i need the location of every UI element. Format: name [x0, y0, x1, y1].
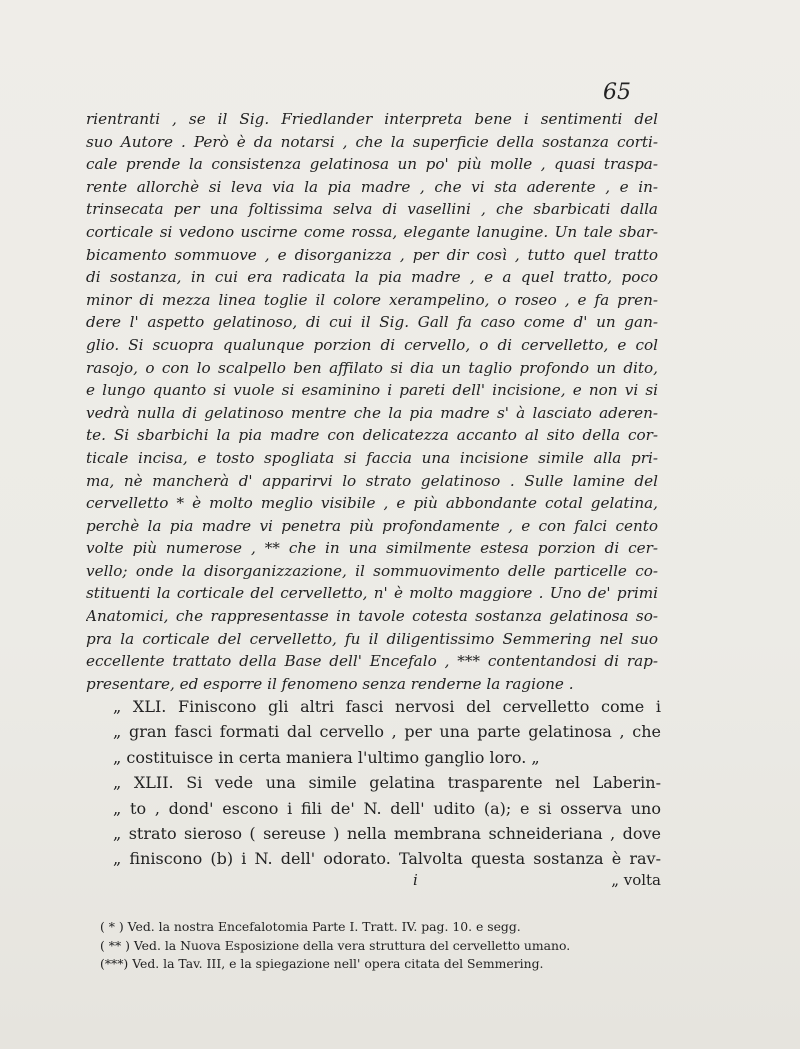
text-line: rasojo, o con lo scalpello ben affilato si dia un taglio profondo un dito,: [86, 358, 658, 377]
text-line: cale prende la consistenza gelatinosa un po' più molle , quasi traspa-: [86, 155, 658, 174]
text-line: „ gran fasci formati dal cervello , per una parte gelatinosa , che: [113, 722, 661, 742]
text-line: pra la corticale del cervelletto, fu il diligentissimo Semmering nel suo: [86, 629, 658, 648]
text-line: trinsecata per una foltissima selva di vasellini , che sbarbicati dalla: [86, 200, 658, 219]
text-line: eccellente trattato della Base dell' Encefalo , *** contentandosi di rap-: [86, 652, 658, 671]
text-line: „ XLII. Si vede una simile gelatina trasparente nel Laberin-: [113, 773, 661, 793]
text-line: presentare, ed esporre il fenomeno senza renderne la ragione .: [86, 674, 574, 693]
text-line: rente allorchè si leva via la pia madre , che vi sta aderente , e in-: [86, 177, 658, 196]
text-line: te. Si sbarbichi la pia madre con delicatezza accanto al sito della cor-: [86, 426, 658, 445]
page-number: 65: [603, 80, 631, 105]
text-line: stituenti la corticale del cervelletto, n' è molto maggiore . Uno de' primi: [86, 584, 658, 603]
text-line: rientranti , se il Sig. Friedlander interpreta bene i sentimenti del: [86, 110, 658, 128]
footnotes: [100, 918, 660, 974]
text-line: Anatomici, che rappresentasse in tavole cotesta sostanza gelatinosa so-: [86, 607, 658, 626]
text-line: „ strato sieroso ( sereuse ) nella membrana schneideriana , dove: [113, 823, 661, 843]
signature-mark: i: [413, 871, 418, 889]
footnote: ( ** ) Ved. la Nuova Esposizione della vera struttura del cervelletto umano.: [100, 937, 571, 953]
text-line: cervelletto * è molto meglio visibile , e più abbondante cotal gelatina,: [86, 494, 658, 513]
text-line: dere l' aspetto gelatinoso, di cui il Sig. Gall fa caso come d' un gan-: [86, 313, 658, 332]
text-line: perchè la pia madre vi penetra più profondamente , e con falci cento: [86, 516, 658, 535]
text-line: ticale incisa, e tosto spogliata si faccia una incisione simile alla pri-: [86, 448, 658, 467]
text-line: vedrà nulla di gelatinoso mentre che la pia madre s' à lasciato aderen-: [86, 403, 658, 422]
text-line: corticale si vedono uscirne come rossa, elegante lanugine. Un tale sbar-: [86, 222, 658, 241]
text-line: minor di mezza linea toglie il colore xerampelino, o roseo , e fa pren-: [86, 290, 658, 309]
quoted-paragraphs: [113, 694, 661, 872]
text-line: e lungo quanto si vuole si esaminino i pareti dell' incisione, e non vi si: [86, 381, 658, 400]
footnote: ( * ) Ved. la nostra Encefalotomia Parte I. Tratt. IV. pag. 10. e segg.: [100, 919, 521, 934]
text-line: suo Autore . Però è da notarsi , che la superficie della sostanza corti-: [86, 132, 658, 151]
text-line: bicamento sommuove , e disorganizza , per dir così , tutto quel tratto: [86, 245, 658, 264]
text-line: „ to , dond' escono i fili de' N. dell' udito (a); e si osserva uno: [113, 798, 661, 818]
text-line: vello; onde la disorganizzazione, il sommuovimento delle particelle co-: [86, 561, 658, 580]
text-line: „ finiscono (b) i N. dell' odorato. Talvolta questa sostanza è rav-: [113, 849, 661, 869]
italic-paragraph: [86, 108, 658, 695]
catch-row: [113, 871, 661, 897]
text-line: di sostanza, in cui era radicata la pia madre , e a quel tratto, poco: [86, 268, 658, 287]
text-line: „ costituisce in certa maniera l'ultimo ganglio loro. „: [113, 747, 540, 767]
text-line: volte più numerose , ** che in una similmente estesa porzion di cer-: [86, 539, 658, 558]
catchword: „ volta: [611, 871, 661, 889]
text-line: glio. Si scuopra qualunque porzion di cervello, o di cervelletto, e col: [86, 335, 658, 354]
text-line: „ XLI. Finiscono gli altri fasci nervosi del cervelletto come i: [113, 697, 661, 716]
text-line: ma, nè mancherà d' apparirvi lo strato gelatinoso . Sulle lamine del: [86, 471, 658, 490]
footnote: (***) Ved. la Tav. III, e la spiegazione nell' opera citata del Semmering.: [100, 956, 544, 971]
